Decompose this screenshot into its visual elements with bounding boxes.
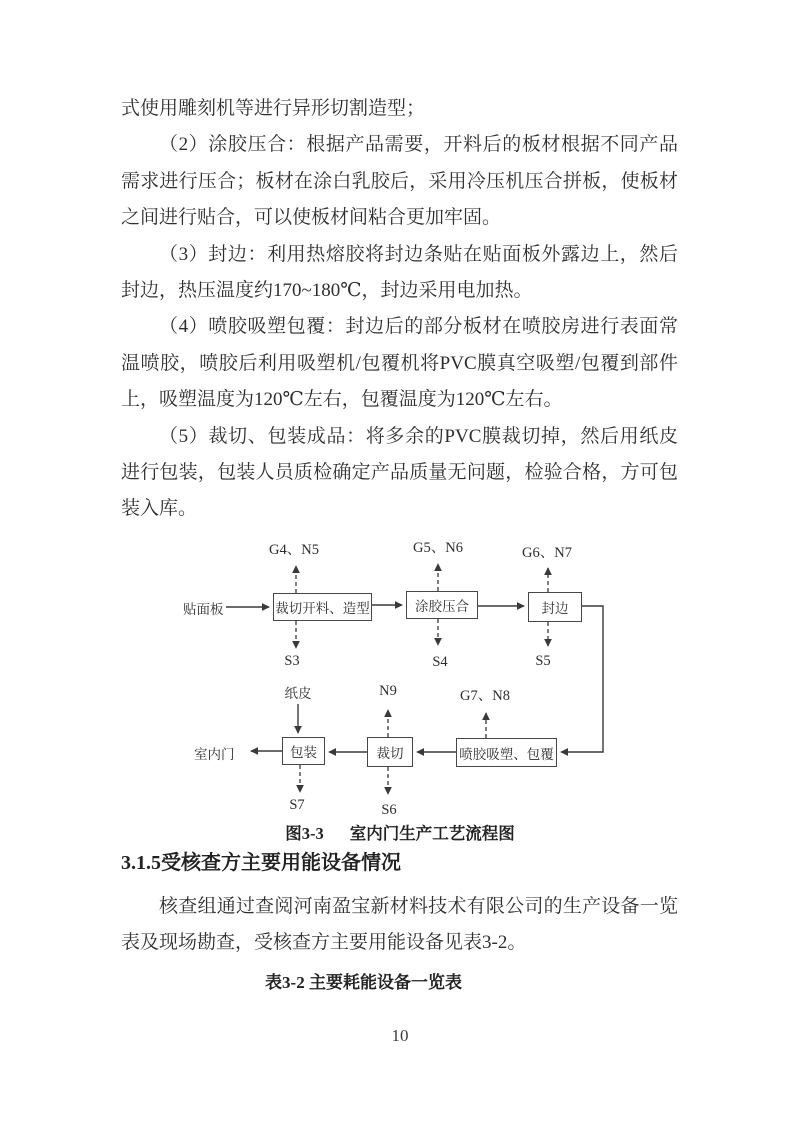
label-g7-n8: G7、N8 (460, 688, 510, 704)
flow-box-packing: 包装 (282, 737, 325, 765)
flow-paper-label: 纸皮 (284, 686, 312, 701)
flow-box-trimming: 裁切 (367, 737, 413, 767)
label-s3: S3 (284, 653, 300, 669)
paragraph-step3: （3）封边：利用热熔胶将封边条贴在贴面板外露边上，然后封边，热压温度约170~180℃，封边采用电加热。 (121, 243, 678, 302)
label-g4-n5: G4、N5 (269, 542, 319, 558)
flow-box-spray-wrap: 喷胶吸塑、包覆 (456, 738, 557, 767)
label-s4: S4 (432, 654, 448, 670)
paragraph-section: 核查组通过查阅河南盈宝新材料技术有限公司的生产设备一览表及现场勘查，受核查方主要用能设备见表3-2。 (121, 896, 678, 954)
figure-caption-title: 室内门生产工艺流程图 (349, 824, 515, 843)
paragraph-continuation: 式使用雕刻机等进行异形切割造型； (121, 98, 426, 119)
figure-caption (150, 820, 650, 844)
process-flow-diagram (150, 532, 650, 852)
flow-input-label: 贴面板 (183, 602, 224, 617)
flow-output-label: 室内门 (194, 747, 235, 762)
flow-arrows (150, 532, 650, 852)
label-g6-n7: G6、N7 (522, 545, 572, 561)
section-heading: 3.1.5受核查方主要用能设备情况 (121, 852, 401, 874)
table-caption: 表3-2 主要耗能设备一览表 (265, 972, 462, 992)
paragraph-step2: （2）涂胶压合：根据产品需要，开料后的板材根据不同产品需求进行压合；板材在涂白乳胶后，采用冷压机压合拼板，使板材之间进行贴合，可以使板材间粘合更加牢固。 (121, 134, 678, 229)
label-s7: S7 (289, 797, 305, 813)
flow-box-cutting-shaping: 裁切开料、造型 (273, 593, 372, 621)
label-n9: N9 (379, 683, 397, 699)
flow-box-glue-pressing: 涂胶压合 (406, 591, 478, 619)
page-number: 10 (391, 1026, 409, 1045)
body-text-lower (121, 845, 678, 997)
label-s5: S5 (535, 653, 551, 669)
paragraph-step5: （5）裁切、包装成品：将多余的PVC膜裁切掉，然后用纸皮进行包装，包装人员质检确定产品质量无问题，检验合格，方可包装入库。 (121, 425, 678, 520)
paragraph-step4: （4）喷胶吸塑包覆：封边后的部分板材在喷胶房进行表面常温喷胶，喷胶后利用吸塑机/包覆机将PVC膜真空吸塑/包覆到部件上，吸塑温度为120℃左右，包覆温度为120℃左右。 (121, 316, 678, 411)
flow-box-edge-sealing: 封边 (528, 592, 582, 622)
figure-caption-number: 图3-3 (285, 824, 324, 843)
body-text-upper (121, 91, 678, 528)
label-g5-n6: G5、N6 (413, 540, 463, 556)
label-s6: S6 (381, 802, 397, 818)
